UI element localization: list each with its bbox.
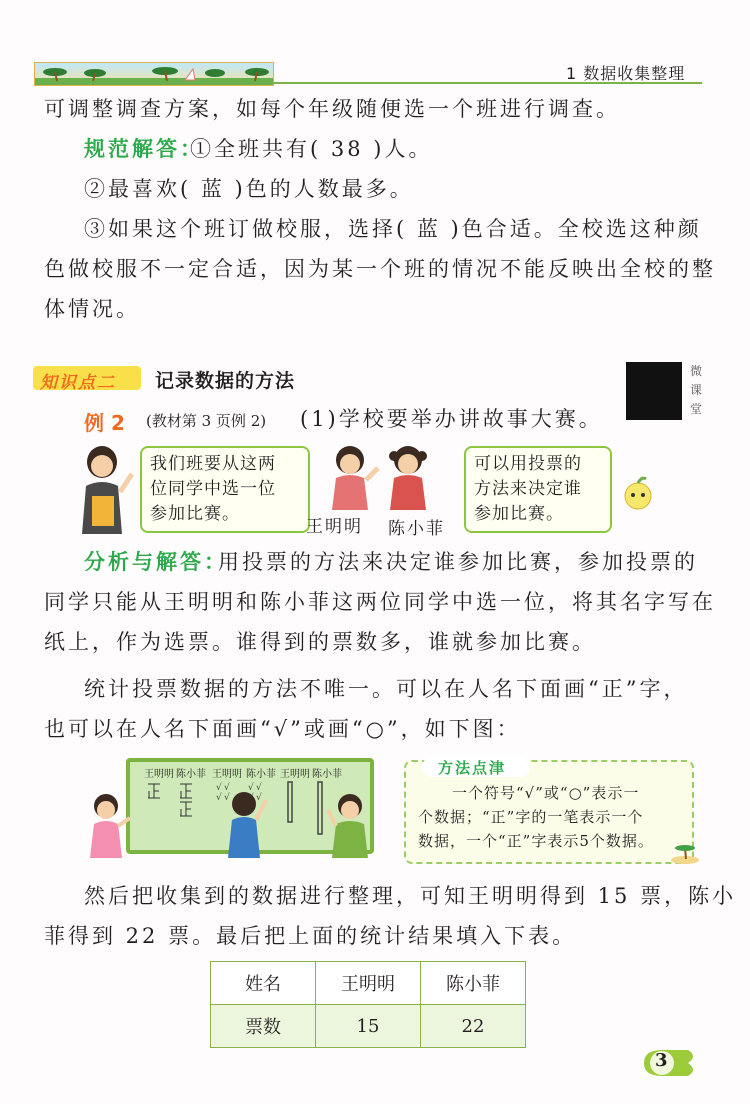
child-writing-illustration — [326, 792, 374, 858]
svg-text:√: √ — [256, 793, 262, 803]
bubble-line: 方法来决定谁 — [474, 479, 582, 499]
board-name: 陈小菲 — [246, 769, 276, 780]
section-title: 记录数据的方法 — [155, 370, 296, 392]
table-row — [211, 1005, 526, 1048]
board-name: 王明明 — [212, 769, 242, 780]
analysis-line: 用投票的方法来决定谁参加比赛，参加投票的 — [218, 550, 698, 574]
tip-title: 方法点津 — [438, 759, 507, 777]
analysis-line: 也可以在人名下面画“√”或画“○”，如下图： — [44, 717, 521, 741]
answer-line: ①全班共有( 38 )人。 — [190, 137, 433, 161]
analysis-label: 分析与解答： — [84, 550, 228, 574]
board-name: 王明明 — [144, 769, 174, 780]
svg-text:√: √ — [224, 783, 230, 793]
table-cell: 22 — [421, 1005, 526, 1048]
chapter-title: 1 数据收集整理 — [566, 64, 686, 83]
bubble-line: 可以用投票的 — [474, 454, 582, 474]
board-name: 王明明 — [280, 769, 310, 780]
example-text: (1)学校要举办讲故事大赛。 — [300, 407, 603, 431]
analysis-line: 统计投票数据的方法不唯一。可以在人名下面画“正”字， — [84, 677, 688, 701]
svg-text:√: √ — [248, 783, 254, 793]
answer-line: 色做校服不一定合适，因为某一个班的情况不能反映出全校的整 — [44, 257, 716, 281]
table-header-cell: 陈小菲 — [421, 962, 526, 1005]
bubble-line: 参加比赛。 — [474, 504, 564, 524]
teacher-speech-bubble — [140, 446, 310, 533]
bubble-line: 位同学中选一位 — [150, 479, 276, 499]
student-girl-illustration — [380, 444, 436, 510]
analysis-line: 纸上，作为选票。谁得到的票数多，谁就参加比赛。 — [44, 630, 596, 654]
analysis-line: 同学只能从王明明和陈小菲这两位同学中选一位，将其名字写在 — [44, 590, 716, 614]
page-number-badge — [640, 1046, 700, 1080]
mascot-speech-bubble — [464, 446, 612, 533]
tip-line: 一个符号“√”或“○”表示一 — [452, 784, 640, 802]
svg-text:√: √ — [216, 783, 222, 793]
table-header-cell: 姓名 — [211, 962, 316, 1005]
table-row-label: 票数 — [211, 1005, 316, 1048]
table-header-row — [211, 962, 526, 1005]
answer-line: ②最喜欢( 蓝 )色的人数最多。 — [84, 177, 414, 201]
board-name: 陈小菲 — [312, 769, 342, 780]
svg-text:√: √ — [256, 783, 262, 793]
tip-line: 数据，一个“正”字表示5个数据。 — [418, 832, 654, 850]
header-banner — [34, 62, 274, 86]
qr-code[interactable] — [626, 362, 682, 420]
example-label: 例 2 — [84, 411, 125, 435]
paragraph: 可调整调查方案，如每个年级随便选一个班进行调查。 — [44, 97, 620, 121]
child-drawing-illustration — [222, 790, 270, 858]
mascot-icon — [618, 474, 658, 514]
palm-tree-icon — [35, 63, 273, 85]
answer-line: ③如果这个班订做校服，选择( 蓝 )色合适。全校选这种颜 — [84, 217, 702, 241]
example-source: (教材第 3 页例 2) — [146, 412, 267, 430]
section-tag-label: 知识点二 — [40, 373, 116, 393]
table-cell: 15 — [316, 1005, 421, 1048]
answer-line: 体情况。 — [44, 297, 140, 321]
svg-text:√: √ — [224, 793, 230, 803]
bubble-line: 参加比赛。 — [150, 504, 240, 524]
student-name: 陈小菲 — [388, 519, 445, 539]
board-name: 陈小菲 — [176, 769, 206, 780]
svg-text:√: √ — [216, 793, 222, 803]
answer-label: 规范解答： — [84, 137, 204, 161]
student-name: 王明明 — [306, 517, 363, 537]
conclusion-line: 然后把收集到的数据进行整理，可知王明明得到 15 票，陈小 — [84, 884, 737, 908]
student-boy-illustration — [326, 444, 382, 510]
qr-label: 微课堂 — [690, 364, 703, 416]
vote-table — [210, 961, 526, 1048]
conclusion-line: 菲得到 22 票。最后把上面的统计结果填入下表。 — [44, 924, 577, 948]
palm-tree-icon — [670, 842, 700, 864]
child-pointing-illustration — [84, 792, 132, 858]
bubble-line: 我们班要从这两 — [150, 454, 276, 474]
teacher-illustration — [74, 446, 138, 534]
tip-line: 个数据；“正”字的一笔表示一个 — [418, 808, 644, 826]
table-header-cell: 王明明 — [316, 962, 421, 1005]
page-number: 3 — [655, 1050, 668, 1071]
